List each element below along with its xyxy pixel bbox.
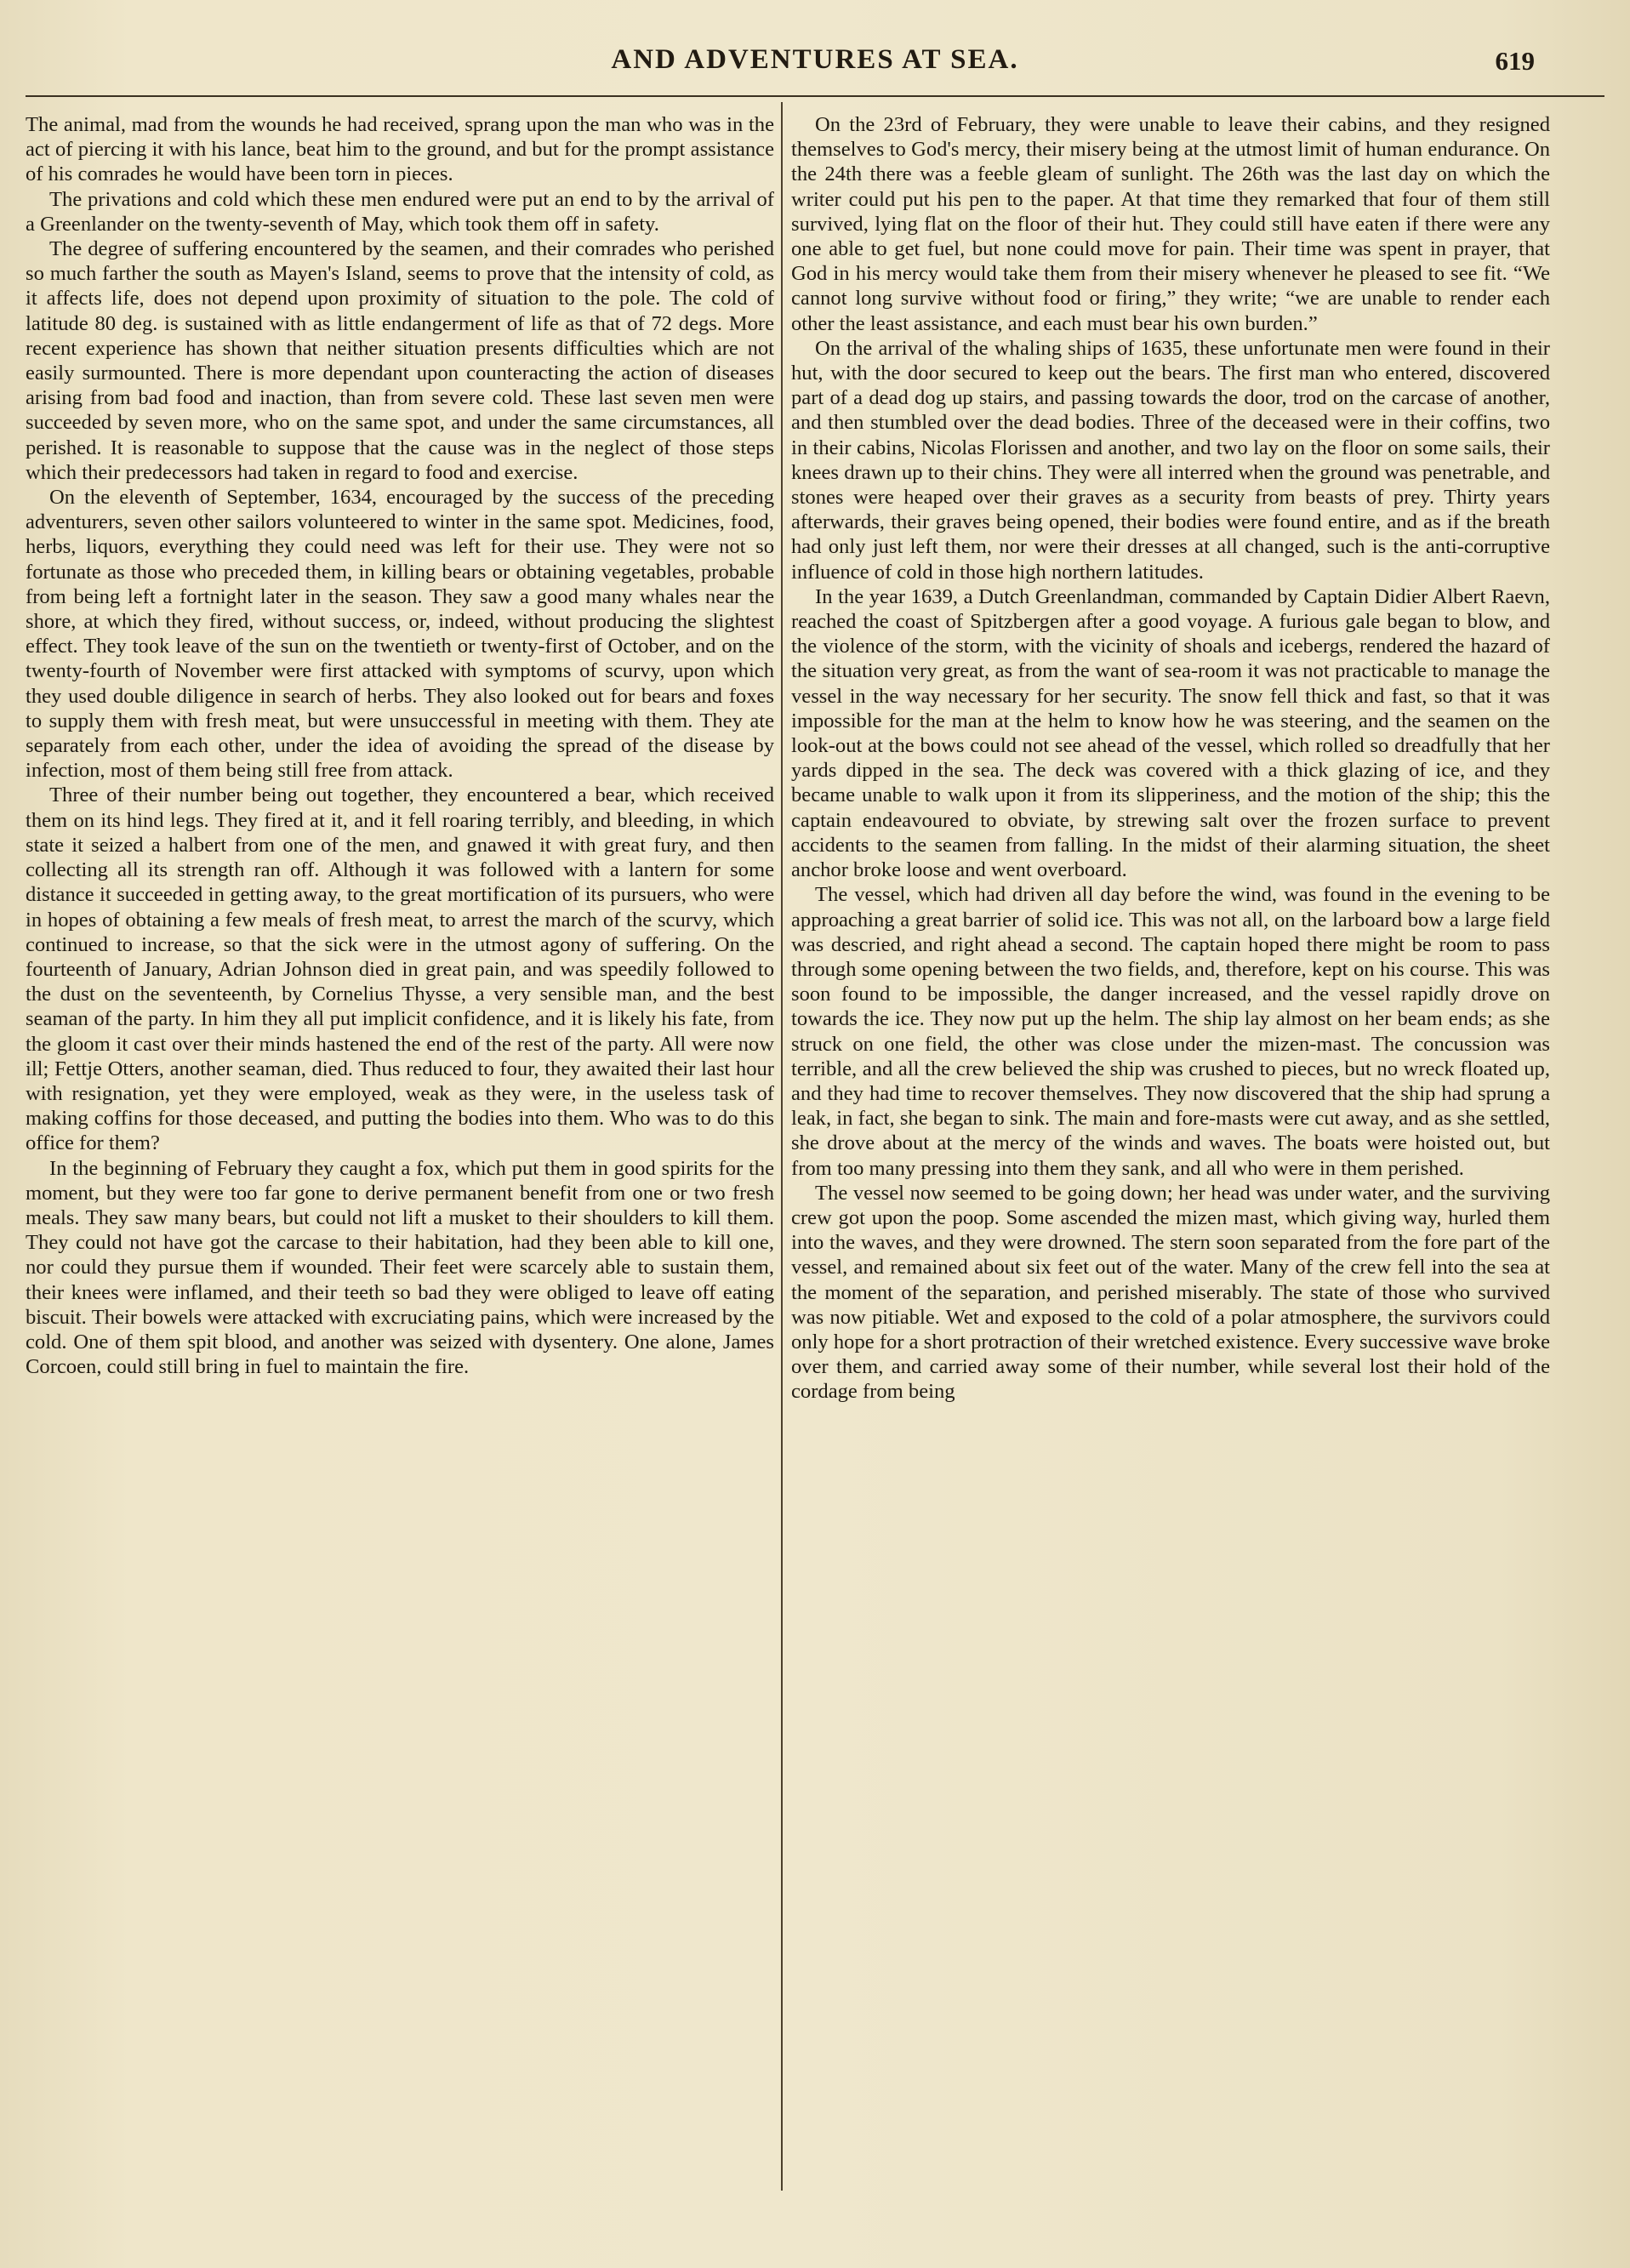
column-divider [781, 102, 783, 2191]
paragraph: In the year 1639, a Dutch Greenlandman, commanded by Captain Didier Albert Raevn, reached the coast of Spitzbergen after a good voyage. A furious gale began to blow, and the violence of the storm, with the vicinity of shoals and icebergs, rendered the hazard of the situation very great, as from the want of sea-room it was not practicable to manage the vessel in the way necessary for her security. The snow fell thick and fast, so that it was impossible for the man at the helm to know how he was steering, and the seamen on the look-out at the bows could not see ahead of the vessel, which rolled so dreadfully that her yards dipped in the sea. The deck was covered with a thick glazing of ice, and they became unable to walk upon it from its slipperiness, and the motion of the ship; this the captain endeavoured to obviate, by strewing salt over the frozen surface to prevent accidents to the seamen from falling. In the midst of their alarming situation, the sheet anchor broke loose and went overboard. [791, 584, 1550, 882]
paragraph: The degree of suffering encountered by the seamen, and their comrades who perished so much farther the south as Mayen's Island, seems to prove that the intensity of cold, as it affects life, does not depend upon proximity of situation to the pole. The cold of latitude 80 deg. is sustained with as little endangerment of life as that of 72 degs. More recent experience has shown that neither situation presents difficulties which are not easily surmounted. There is more dependant upon counteracting the action of diseases arising from bad food and inaction, than from severe cold. These last seven men were succeeded by seven more, who on the same spot, and under the same circumstances, all perished. It is reasonable to suppose that the cause was in the neglect of those steps which their predecessors had taken in regard to food and exercise. [26, 237, 774, 484]
page-header [0, 44, 1630, 87]
paragraph: Three of their number being out together, they encountered a bear, which received them on its hind legs. They fired at it, and it fell roaring terribly, and bleeding, in which state it seized a halbert from one of the men, and gnawed it with great fury, and then collecting all its strength ran off. Although it was followed with a lantern for some distance it succeeded in getting away, to the great mortification of its pursuers, who were in hopes of obtaining a few meals of fresh meat, to arrest the march of the scurvy, which continued to increase, so that the sick were in the utmost agony of suffering. On the fourteenth of January, Adrian Johnson died in great pain, and was speedily followed to the dust on the seventeenth, by Cornelius Thysse, a very sensible man, and the best seaman of the party. In him they all put implicit confidence, and it is likely his fate, from the gloom it cast over their minds hastened the end of the rest of the party. All were now ill; Fettje Otters, another seaman, died. Thus reduced to four, they awaited their last hour with resignation, yet they were employed, weak as they were, in the useless task of making coffins for those deceased, and putting the bodies into them. Who was to do this office for them? [26, 784, 774, 1155]
left-column [26, 112, 774, 2197]
header-rule [26, 95, 1604, 97]
right-column [791, 112, 1550, 2197]
paragraph: On the arrival of the whaling ships of 1635, these unfortunate men were found in their hut, with the door secured to keep out the bears. The first man who entered, discovered part of a dead dog up stairs, and passing towards the door, trod on the carcase of another, and then stumbled over the dead bodies. Three of the deceased were in their coffins, two in their cabins, Nicolas Florissen and another, and two lay on the floor on some sails, their knees drawn up to their chins. They were all interred when the ground was penetrable, and stones were heaped over their graves as a security from beasts of prey. Thirty years afterwards, their graves being opened, their bodies were found entire, and as if the breath had only just left them, nor were their dresses at all changed, such is the anti-corruptive influence of cold in those high northern latitudes. [791, 336, 1550, 584]
paragraph: The vessel now seemed to be going down; her head was under water, and the surviving crew got upon the poop. Some ascended the mizen mast, which giving way, hurled them into the waves, and they were drowned. The stern soon separated from the fore part of the vessel, and remained about six feet out of the water. Many of the crew fell into the sea at the moment of the separation, and perished miserably. The state of those who survived was now pitiable. Wet and exposed to the cold of a polar atmosphere, the survivors could only hope for a short protraction of their wretched existence. Every successive wave broke over them, and carried away some of their number, while several lost their hold of the cordage from being [791, 1181, 1550, 1404]
paragraph: On the 23rd of February, they were unable to leave their cabins, and they resigned themselves to God's mercy, their misery being at the utmost limit of human endurance. On the 24th there was a feeble gleam of sunlight. The 26th was the last day on which the writer could put his pen to the paper. At that time they remarked that four of them still survived, lying flat on the floor of their hut. They could still have eaten if there were any one able to get fuel, but none could move for pain. Their time was spent in prayer, that God in his mercy would take them from their misery whenever he pleased to see fit. “We cannot long survive without food or firing,” they write; “we are unable to render each other the least assistance, and each must bear his own burden.” [791, 113, 1550, 335]
paragraph: On the eleventh of September, 1634, encouraged by the success of the preceding adventurers, seven other sailors volunteered to winter in the same spot. Medicines, food, herbs, liquors, everything they could need was left for their use. They were not so fortunate as those who preceded them, in killing bears or obtaining vegetables, probable from being left a fortnight later in the season. They saw a good many whales near the shore, at which they fired, without success, or, indeed, without producing the slightest effect. They took leave of the sun on the twentieth or twenty-first of October, and on the twenty-fourth of November were first attacked with symptoms of scurvy, upon which they used double diligence in search of herbs. They also looked out for bears and foxes to supply them with fresh meat, but were unsuccessful in meeting with them. They ate separately from each other, under the idea of avoiding the spread of the disease by infection, most of them being still free from attack. [26, 486, 774, 783]
running-title: AND ADVENTURES AT SEA. [611, 44, 1019, 75]
paragraph: The vessel, which had driven all day before the wind, was found in the evening to be approaching a great barrier of solid ice. This was not all, on the larboard bow a large field was descried, and right ahead a second. The captain hoped there might be room to pass through some opening between the two fields, and, therefore, kept on his course. This was soon found to be impossible, the danger increased, and the vessel rapidly drove on towards the ice. They now put up the helm. The ship lay almost on her beam ends; as she struck on one field, the other was close under the mizen-mast. The concussion was terrible, and all the crew believed the ship was crushed to pieces, but no wreck floated up, and they had time to recover themselves. They now discovered that the ship had sprung a leak, in fact, she began to sink. The main and fore-masts were cut away, and as she settled, she drove about at the mercy of the winds and waves. The boats were hoisted out, but from too many pressing into them they sank, and all who were in them perished. [791, 883, 1550, 1180]
paragraph: The animal, mad from the wounds he had received, sprang upon the man who was in the act of piercing it with his lance, beat him to the ground, and but for the prompt assistance of his comrades he would have been torn in pieces. [26, 113, 774, 186]
paragraph: In the beginning of February they caught a fox, which put them in good spirits for the moment, but they were too far gone to derive permanent benefit from one or two fresh meals. They saw many bears, but could not lift a musket to their shoulders to kill them. They could not have got the carcase to their habitation, had they been able to kill one, nor could they pursue them if wounded. Their feet were scarcely able to sustain them, their knees were inflamed, and their teeth so bad they were obliged to leave off eating biscuit. Their bowels were attacked with excruciating pains, which were increased by the cold. One of them spit blood, and another was seized with dysentery. One alone, James Corcoen, could still bring in fuel to maintain the fire. [26, 1156, 774, 1379]
page-number: 619 [1495, 46, 1535, 76]
paragraph: The privations and cold which these men endured were put an end to by the arrival of a Greenlander on the twenty-seventh of May, which took them off in safety. [26, 187, 774, 236]
